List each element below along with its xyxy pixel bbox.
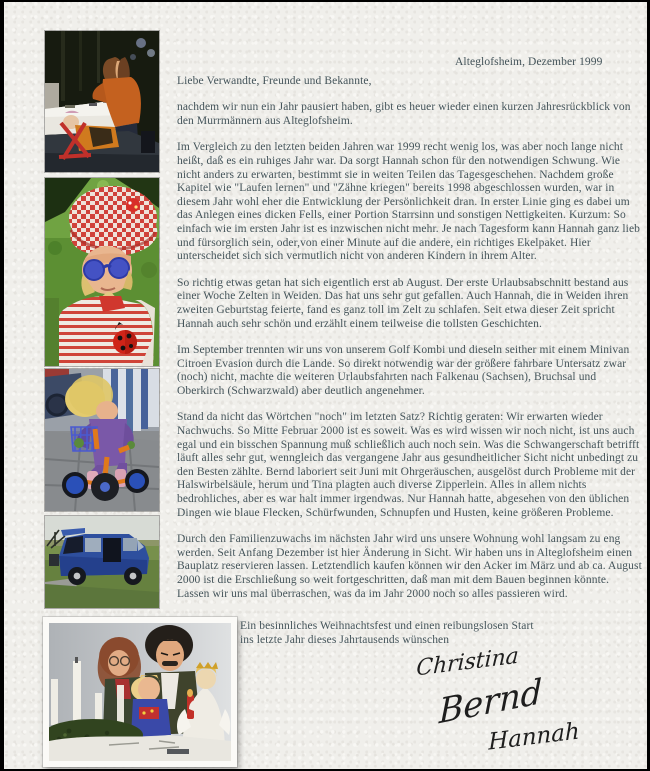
photo-minivan-illustration <box>45 516 159 608</box>
photo-family-advent <box>43 617 237 767</box>
letter-paragraph-1: nachdem wir nun ein Jahr pausiert haben, gibt es heuer wieder einen kurzen Jahresrückblick von den Murrmännern aus Alteglofsheim. <box>177 101 631 127</box>
photo-hannah-sunhat <box>45 178 159 366</box>
letter-paragraph-3: So richtig etwas getan hat sich eigentlich erst ab August. Der erste Urlaubsabschnitt bestand aus einer Woche Zelten in Weiden. Das hat uns sehr gut gefallen. Auch Hannah, die in Weiden ihren zweiten Geburtstag feierte, fand es ganz toll im Zelt zu schlafen. Seit etwa dieser Zeit spricht Hannah auch sehr schön und erzählt einem teilweise die tollsten Geschichten. <box>177 276 629 330</box>
signature-christina: Christina <box>415 643 520 682</box>
letter-paragraph-6: Durch den Familienzuwachs im nächsten Jahr wird uns unsere Wohnung wohl langsam zu eng werden. Seit Anfang Dezember ist hier Änderung in Sicht. Wir haben uns in Alteglofsheim einen Bauplatz reservieren lassen. Letztendlich kaufen können wir den Acker im März und ab ca. August 2000 ist die Erschließung so weit fortgeschritten, daß man mit dem Bauen beginnen könnte. Lassen wir uns mal überraschen, was da im Jahr 2000 noch so alles passieren wird. <box>177 533 642 600</box>
letter-date: Alteglofsheim, Dezember 1999 <box>455 56 603 68</box>
letter-salutation: Liebe Verwandte, Freunde und Bekannte, <box>177 74 372 87</box>
photo-tricycle <box>45 369 159 511</box>
photo-tricycle-illustration <box>45 369 159 511</box>
photo-sunhat-illustration <box>45 178 159 366</box>
signature-bernd: Bernd <box>438 671 543 733</box>
letter-body <box>177 56 643 601</box>
letter-paragraph-2: Im Vergleich zu den letzten beiden Jahren war 1999 recht wenig los, was aber noch lange nicht heißt, daß es ein ruhiges Jahr war. Da sorgt Hannah schon für den notwendigen Schwung. Wie nicht anders zu erwarten, bestimmt sie in weiten Teilen das Tagesgeschehen. Nachdem große Kapitel wie "Laufen lernen" und "Zähne kriegen" bereits 1998 abgeschlossen wurden, war in diesem Jahr wohl eher die Entwicklung der Persönlichkeit dran. In erster Linie ging es dabei um das Anlegen eines dicken Fells, einer Portion Starrsinn und sonstigen Nettigkeiten. Kurzum: So einfach wie im ersten Jahr ist es inzwischen nicht mehr. Je nach Tagesform kann Hannah ganz lieb und fürsorglich sein, oder,von einer Minute auf die andere, ein richtiges Ekelpaket. Hier unterscheidet sich sich vermutlich nicht von anderen Kindern in ihrem Alter. <box>177 141 641 263</box>
letter-paragraph-5: Stand da nicht das Wörtchen "noch" im letzten Satz? Richtig geraten: Wir erwarten wieder Nachwuchs. So Mitte Februar 2000 ist es soweit. Was es wird wissen wir noch nicht, ist uns auch egal und ein bisschen Spannung muß schließlich auch noch sein. Was die Schwangerschaft betrifft läuft alles sehr gut, wenngleich das vergangene Jahr aus gesundheitlicher Sicht nicht unbedingt zu den Besten zählte. Bernd laboriert seit Juni mit Ohrgeräuschen, ausgelöst durch Probleme mit der Halswirbelsäule, herum und Tina plagten auch diverse Zipperlein. Alles in allem nichts bedrohliches, aber es war halt immer irgendwas. Nur Hannah hatte, abgesehen von den üblichen Dingen wie blaue Flecken, Schürfwunden, Schnupfen und Husten, keine größeren Probleme. <box>177 411 640 519</box>
letter-paragraph-4: Im September trennten wir uns von unserem Golf Kombi und dieseln seither mit einem Minivan Citroen Evasion durch die Lande. So direkt notwendig war der größere fahrbare Untersatz zwar (noch) nicht, machte die weiteren Urlaubsfahrten nach Falkenau (Sachsen), Bruchsal und Oberkirch (Schwarzwald) aber deutlich angenehmer. <box>177 344 630 397</box>
photo-minivan <box>45 516 159 608</box>
letter-closing: Ein besinnliches Weihnachtsfest und einen reibungslosen Start ins letzte Jahr dieses Jahrtausends wünschen <box>240 620 534 646</box>
photo-camping-table <box>45 31 159 172</box>
photo-camping-illustration <box>45 31 159 172</box>
signature-hannah: Hannah <box>488 718 580 756</box>
photo-family-illustration <box>49 623 231 761</box>
